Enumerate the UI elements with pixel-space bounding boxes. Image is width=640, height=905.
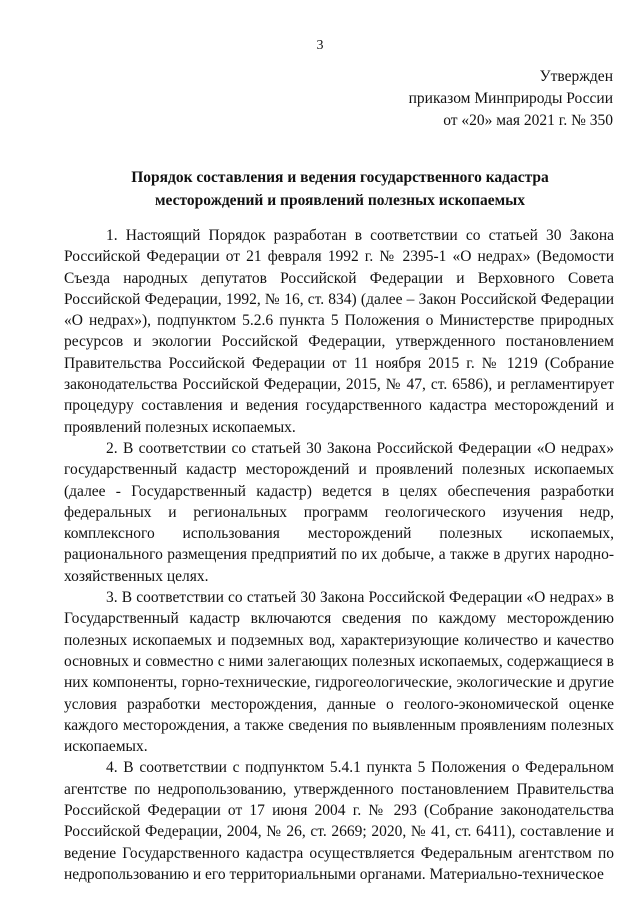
document-title-line-1: Порядок составления и ведения государственного кадастра [131,169,549,186]
paragraph-2: 2. В соответствии со статьей 30 Закона Российской Федерации «О недрах» государственный кадастр месторождений и проявлений полезных ископаемых (далее - Государственный кадастр) ведется в целях обеспечения разработки федеральных и региональных программ геологического изучения недр, комплексного использования месторождений полезных ископаемых, рационального размещения предприятий по их добыче, а также в других народно-хозяйственных целях. [64,439,614,585]
approval-block [409,66,613,132]
paragraph-4: 4. В соответствии с подпунктом 5.4.1 пункта 5 Положения о Федеральном агентстве по недропользованию, утвержденного постановлением Правительства Российской Федерации от 17 июня 2004 г. № 293 (Собрание законодательства Российской Федерации, 2004, № 26, ст. 2669; 2020, № 41, ст. 6411), составление и ведение Государственного кадастра осуществляется Федеральным агентством по недропользованию и его территориальными органами. Материально-техническое [64,759,614,883]
paragraph-1: 1. Настоящий Порядок разработан в соответствии со статьей 30 Закона Российской Федерации от 21 февраля 1992 г. № 2395-1 «О недрах» (Ведомости Съезда народных депутатов Российской Федерации и Верховного Совета Российской Федерации, 1992, № 16, ст. 834) (далее – Закон Российской Федерации «О недрах»), подпунктом 5.2.6 пункта 5 Положения о Министерстве природных ресурсов и экологии Российской Федерации, утвержденного постановлением Правительства Российской Федерации от 11 ноября 2015 г. № 1219 (Собрание законодательства Российской Федерации, 2015, № 47, ст. 6586), и регламентирует процедуру составления и ведения государственного кадастра месторождений и проявлений полезных ископаемых. [64,227,614,436]
approval-line-3: от «20» мая 2021 г. № 350 [443,112,613,129]
approval-line-2: приказом Минприроды России [408,90,613,107]
paragraph-3: 3. В соответствии со статьей 30 Закона Российской Федерации «О недрах» в Государственный кадастр включаются сведения по каждому месторождению полезных ископаемых и подземных вод, характеризующие количество и качество основных и совместно с ними залегающих полезных ископаемых, содержащиеся в них компоненты, горно-технические, гидрогеологические, экологические и другие условия разработки месторождения, данные о геолого-экономической оценке каждого месторождения, а также сведения по выявленным проявлениям полезных ископаемых. [64,589,614,756]
page-number: 3 [316,38,324,53]
approval-line-1: Утвержден [539,68,613,85]
document-body [64,225,614,885]
document-title [60,166,620,212]
document-title-line-2: месторождений и проявлений полезных ископаемых [154,192,526,209]
